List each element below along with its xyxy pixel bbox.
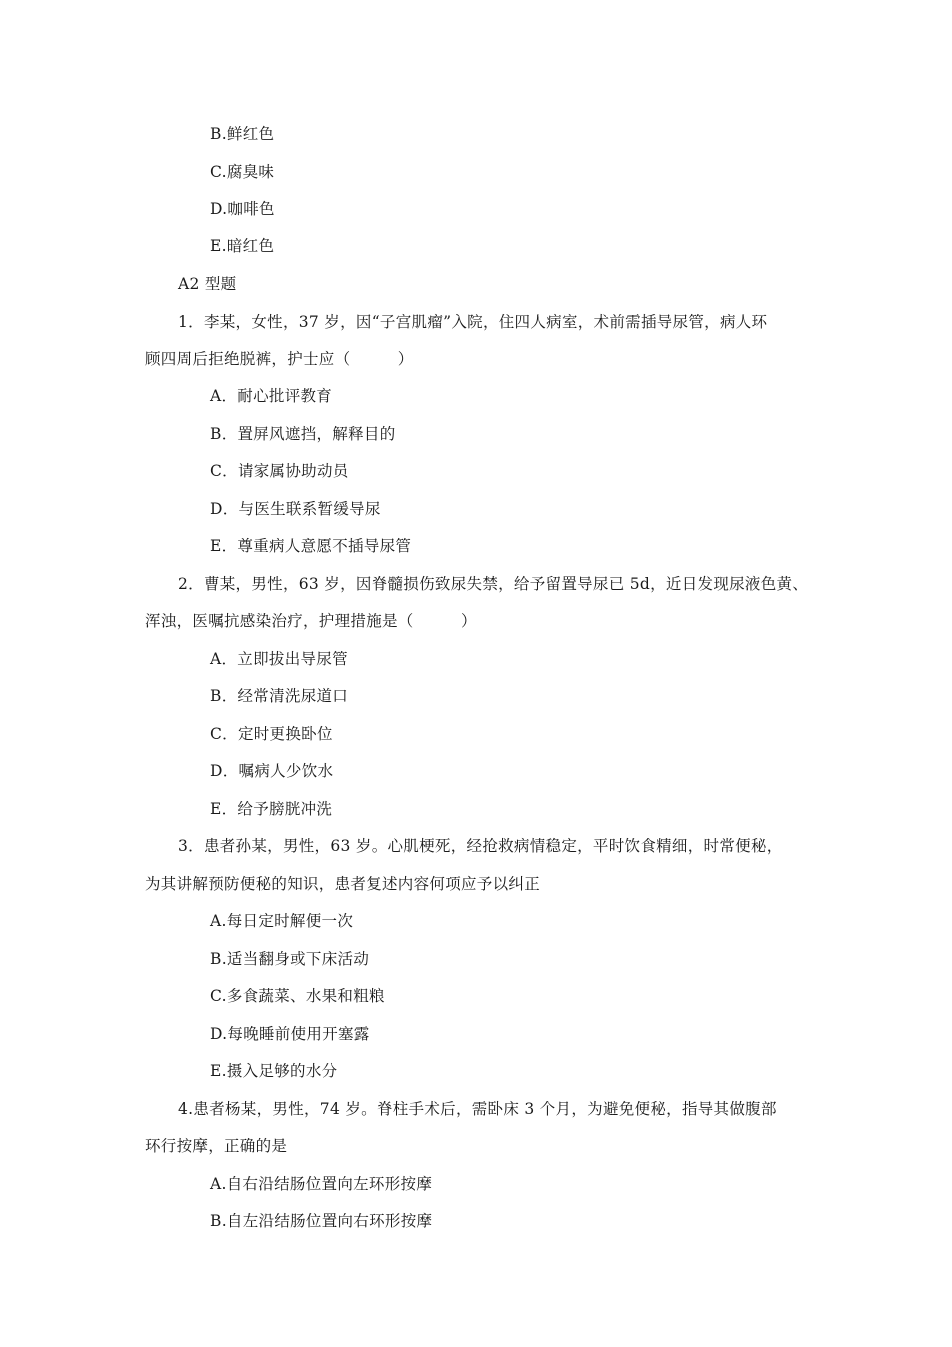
option-text: A．立即拔出导尿管 (210, 650, 348, 668)
question-stem-line2: 环行按摩，正确的是 (145, 1137, 288, 1155)
option-text: E．给予膀胱冲洗 (210, 800, 333, 818)
question-stem-line1: 1．李某，女性，37 岁，因“子宫肌瘤”入院，住四人病室，术前需插导尿管，病人环 (178, 313, 768, 331)
option-text: A.自右沿结肠位置向左环形按摩 (210, 1175, 433, 1193)
question-stem-line2: 浑浊，医嘱抗感染治疗，护理措施是（ ） (145, 612, 477, 630)
option-text: B.自左沿结肠位置向右环形按摩 (210, 1212, 433, 1230)
option-text: C.腐臭味 (210, 163, 275, 181)
option-text: C.多食蔬菜、水果和粗粮 (210, 987, 385, 1005)
option-text: A．耐心批评教育 (210, 387, 333, 405)
option-text: B．经常清洗尿道口 (210, 687, 349, 705)
option-text: B.适当翻身或下床活动 (210, 950, 370, 968)
option-text: E.摄入足够的水分 (210, 1062, 338, 1080)
option-text: D．与医生联系暂缓导尿 (210, 500, 381, 518)
option-text: E.暗红色 (210, 237, 275, 255)
option-text: B．置屏风遮挡，解释目的 (210, 425, 396, 443)
option-text: D．嘱病人少饮水 (210, 762, 334, 780)
option-text: C．请家属协助动员 (210, 462, 349, 480)
option-text: A.每日定时解便一次 (210, 912, 354, 930)
question-stem-line1: 3．患者孙某，男性，63 岁。心肌梗死，经抢救病情稳定，平时饮食精细，时常便秘， (178, 837, 783, 855)
option-text: D.每晚睡前使用开塞露 (210, 1025, 370, 1043)
question-stem-line1: 4.患者杨某，男性，74 岁。脊柱手术后，需卧床 3 个月，为避免便秘，指导其做腹部 (178, 1100, 777, 1118)
question-stem-line2: 顾四周后拒绝脱裤，护士应（ ） (145, 350, 414, 368)
option-text: E．尊重病人意愿不插导尿管 (210, 537, 412, 555)
option-text: C．定时更换卧位 (210, 725, 333, 743)
question-stem-line1: 2．曹某，男性，63 岁，因脊髓损伤致尿失禁，给予留置导尿已 5d，近日发现尿液色黄、 (178, 575, 809, 593)
option-text: B.鲜红色 (210, 125, 275, 143)
question-stem-line2: 为其讲解预防便秘的知识，患者复述内容何项应予以纠正 (145, 875, 541, 893)
option-text: D.咖啡色 (210, 200, 275, 218)
section-title: A2 型题 (178, 275, 237, 293)
